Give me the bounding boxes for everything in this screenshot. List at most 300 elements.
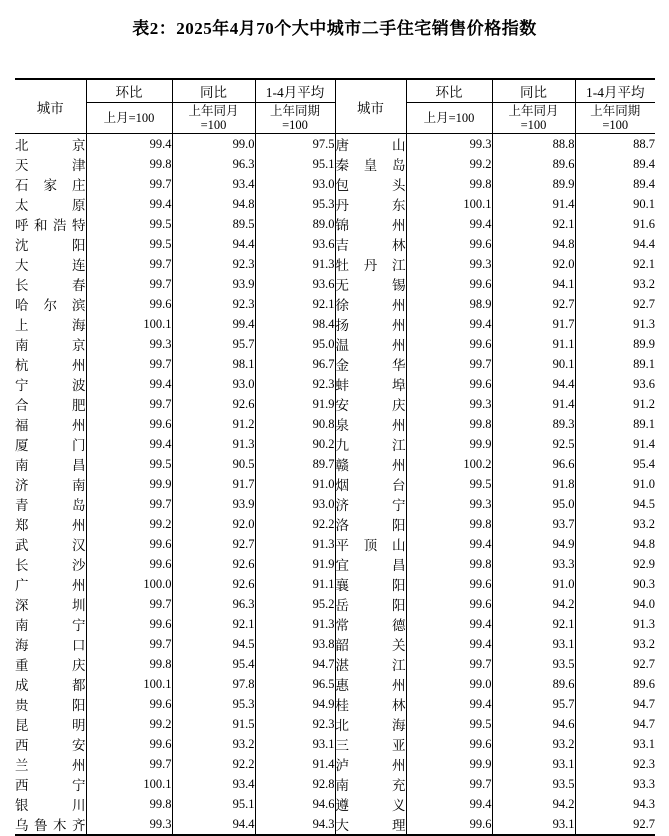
avg-value: 89.1 bbox=[633, 356, 655, 371]
mom-value: 99.3 bbox=[406, 134, 492, 155]
mom-value: 99.8 bbox=[86, 654, 172, 674]
mom-value: 99.8 bbox=[406, 174, 492, 194]
avg-value: 94.9 bbox=[255, 694, 335, 714]
mom-value: 99.7 bbox=[86, 274, 172, 294]
table-row bbox=[15, 634, 655, 654]
avg-value: 92.7 bbox=[633, 816, 655, 831]
header-yoy-right: 同比 bbox=[492, 79, 575, 103]
mom-value: 99.6 bbox=[86, 614, 172, 634]
city-cell: 厦门 bbox=[15, 434, 86, 454]
avg-value: 94.6 bbox=[255, 794, 335, 814]
yoy-value: 97.8 bbox=[172, 674, 255, 694]
mom-value: 99.6 bbox=[406, 734, 492, 754]
city-cell: 蚌埠 bbox=[335, 374, 406, 394]
avg-value: 91.1 bbox=[255, 574, 335, 594]
avg-value: 93.2 bbox=[633, 636, 655, 651]
header-mom-base-right: 上月=100 bbox=[406, 103, 492, 134]
yoy-value: 93.9 bbox=[172, 274, 255, 294]
table-row bbox=[15, 434, 655, 454]
table-row bbox=[15, 254, 655, 274]
yoy-value: 99.0 bbox=[172, 134, 255, 155]
city-cell: 三亚 bbox=[335, 734, 406, 754]
mom-value: 99.7 bbox=[406, 654, 492, 674]
yoy-value: 92.1 bbox=[492, 614, 575, 634]
table-row bbox=[15, 694, 655, 714]
avg-value: 95.1 bbox=[255, 154, 335, 174]
city-cell: 武汉 bbox=[15, 534, 86, 554]
city-cell: 牡丹江 bbox=[335, 254, 406, 274]
header-avg-base-line1: 上年同期 bbox=[269, 104, 320, 118]
city-cell: 合肥 bbox=[15, 394, 86, 414]
mom-value: 99.7 bbox=[406, 774, 492, 794]
mom-value: 99.6 bbox=[86, 294, 172, 314]
table-row bbox=[15, 314, 655, 334]
mom-value: 99.0 bbox=[406, 674, 492, 694]
avg-value: 89.6 bbox=[633, 676, 655, 691]
table-row bbox=[15, 814, 655, 835]
yoy-value: 95.7 bbox=[172, 334, 255, 354]
yoy-value: 92.5 bbox=[492, 434, 575, 454]
city-cell: 西宁 bbox=[15, 774, 86, 794]
mom-value: 100.1 bbox=[86, 774, 172, 794]
mom-value: 99.4 bbox=[86, 134, 172, 155]
mom-value: 99.8 bbox=[86, 794, 172, 814]
city-cell: 南宁 bbox=[15, 614, 86, 634]
table-row bbox=[15, 614, 655, 634]
mom-value: 99.2 bbox=[406, 154, 492, 174]
yoy-value: 91.8 bbox=[492, 474, 575, 494]
yoy-value: 91.4 bbox=[492, 394, 575, 414]
header-yoy-base-line1: 上年同月 bbox=[508, 104, 559, 118]
city-cell: 长沙 bbox=[15, 554, 86, 574]
avg-value: 91.0 bbox=[633, 476, 655, 491]
city-cell: 泉州 bbox=[335, 414, 406, 434]
city-cell: 石家庄 bbox=[15, 174, 86, 194]
header-avg-right: 1-4月平均 bbox=[575, 79, 655, 103]
avg-value: 92.9 bbox=[633, 556, 655, 571]
city-cell: 温州 bbox=[335, 334, 406, 354]
avg-value: 91.3 bbox=[633, 316, 655, 331]
header-row-1 bbox=[15, 79, 655, 103]
avg-value: 93.6 bbox=[255, 274, 335, 294]
table-row bbox=[15, 674, 655, 694]
city-cell: 南充 bbox=[335, 774, 406, 794]
city-cell: 乌鲁木齐 bbox=[15, 814, 86, 835]
header-yoy-base-line2: =100 bbox=[520, 118, 547, 132]
header-avg-base-line1: 上年同期 bbox=[590, 104, 641, 118]
header-yoy-base-right bbox=[492, 103, 575, 134]
yoy-value: 92.3 bbox=[172, 254, 255, 274]
yoy-value: 91.0 bbox=[492, 574, 575, 594]
table-row bbox=[15, 174, 655, 194]
mom-value: 99.2 bbox=[86, 514, 172, 534]
yoy-value: 92.0 bbox=[172, 514, 255, 534]
mom-value: 99.3 bbox=[86, 334, 172, 354]
city-cell: 广州 bbox=[15, 574, 86, 594]
yoy-value: 91.7 bbox=[172, 474, 255, 494]
mom-value: 99.5 bbox=[86, 214, 172, 234]
mom-value: 99.4 bbox=[86, 434, 172, 454]
mom-value: 99.7 bbox=[86, 634, 172, 654]
yoy-value: 92.7 bbox=[172, 534, 255, 554]
city-cell: 金华 bbox=[335, 354, 406, 374]
city-cell: 兰州 bbox=[15, 754, 86, 774]
table-row bbox=[15, 654, 655, 674]
header-mom-base-left: 上月=100 bbox=[86, 103, 172, 134]
yoy-value: 90.1 bbox=[492, 354, 575, 374]
avg-value: 94.7 bbox=[633, 696, 655, 711]
mom-value: 99.6 bbox=[406, 814, 492, 835]
city-cell: 南昌 bbox=[15, 454, 86, 474]
header-mom-right: 环比 bbox=[406, 79, 492, 103]
city-cell: 无锡 bbox=[335, 274, 406, 294]
header-yoy-base-left bbox=[172, 103, 255, 134]
avg-value: 96.7 bbox=[255, 354, 335, 374]
header-avg-base-line2: =100 bbox=[602, 118, 629, 132]
avg-value: 91.3 bbox=[255, 534, 335, 554]
yoy-value: 94.9 bbox=[492, 534, 575, 554]
avg-value: 94.7 bbox=[633, 716, 655, 731]
yoy-value: 96.6 bbox=[492, 454, 575, 474]
mom-value: 99.6 bbox=[406, 594, 492, 614]
city-cell: 银川 bbox=[15, 794, 86, 814]
header-yoy-base-line1: 上年同月 bbox=[188, 104, 239, 118]
table-body bbox=[15, 134, 655, 836]
yoy-value: 95.1 bbox=[172, 794, 255, 814]
avg-value: 97.5 bbox=[255, 134, 335, 155]
yoy-value: 94.8 bbox=[172, 194, 255, 214]
mom-value: 100.2 bbox=[406, 454, 492, 474]
city-cell: 扬州 bbox=[335, 314, 406, 334]
mom-value: 99.7 bbox=[86, 254, 172, 274]
mom-value: 99.5 bbox=[86, 234, 172, 254]
table-row bbox=[15, 214, 655, 234]
avg-value: 91.9 bbox=[255, 554, 335, 574]
mom-value: 99.7 bbox=[86, 394, 172, 414]
avg-value: 91.4 bbox=[255, 754, 335, 774]
yoy-value: 95.4 bbox=[172, 654, 255, 674]
avg-value: 91.9 bbox=[255, 394, 335, 414]
avg-value: 93.2 bbox=[633, 276, 655, 291]
avg-value: 89.0 bbox=[255, 214, 335, 234]
yoy-value: 92.2 bbox=[172, 754, 255, 774]
yoy-value: 92.3 bbox=[172, 294, 255, 314]
table-row bbox=[15, 414, 655, 434]
table-row bbox=[15, 234, 655, 254]
yoy-value: 89.6 bbox=[492, 674, 575, 694]
header-city-right: 城市 bbox=[335, 79, 406, 134]
avg-value: 91.3 bbox=[633, 616, 655, 631]
mom-value: 99.8 bbox=[86, 154, 172, 174]
avg-value: 93.0 bbox=[255, 174, 335, 194]
table-row bbox=[15, 574, 655, 594]
city-cell: 沈阳 bbox=[15, 234, 86, 254]
table-row bbox=[15, 454, 655, 474]
yoy-value: 91.3 bbox=[172, 434, 255, 454]
avg-value: 92.1 bbox=[255, 294, 335, 314]
avg-value: 91.4 bbox=[633, 436, 655, 451]
city-cell: 深圳 bbox=[15, 594, 86, 614]
city-cell: 包头 bbox=[335, 174, 406, 194]
avg-value: 93.6 bbox=[255, 234, 335, 254]
avg-value: 92.1 bbox=[633, 256, 655, 271]
city-cell: 洛阳 bbox=[335, 514, 406, 534]
mom-value: 99.6 bbox=[406, 334, 492, 354]
yoy-value: 94.2 bbox=[492, 594, 575, 614]
yoy-value: 91.7 bbox=[492, 314, 575, 334]
city-cell: 遵义 bbox=[335, 794, 406, 814]
avg-value: 91.0 bbox=[255, 474, 335, 494]
city-cell: 西安 bbox=[15, 734, 86, 754]
yoy-value: 94.8 bbox=[492, 234, 575, 254]
yoy-value: 92.1 bbox=[492, 214, 575, 234]
table-row bbox=[15, 374, 655, 394]
avg-value: 94.3 bbox=[255, 814, 335, 835]
mom-value: 99.3 bbox=[406, 254, 492, 274]
mom-value: 99.4 bbox=[406, 314, 492, 334]
yoy-value: 92.7 bbox=[492, 294, 575, 314]
city-cell: 北京 bbox=[15, 134, 86, 155]
mom-value: 99.5 bbox=[86, 454, 172, 474]
header-city-left: 城市 bbox=[15, 79, 86, 134]
avg-value: 90.3 bbox=[633, 576, 655, 591]
city-cell: 济宁 bbox=[335, 494, 406, 514]
city-cell: 赣州 bbox=[335, 454, 406, 474]
city-cell: 大连 bbox=[15, 254, 86, 274]
mom-value: 99.3 bbox=[86, 814, 172, 835]
city-cell: 济南 bbox=[15, 474, 86, 494]
table-row bbox=[15, 154, 655, 174]
table-row bbox=[15, 294, 655, 314]
avg-value: 95.2 bbox=[255, 594, 335, 614]
yoy-value: 93.1 bbox=[492, 634, 575, 654]
mom-value: 99.6 bbox=[86, 734, 172, 754]
yoy-value: 91.2 bbox=[172, 414, 255, 434]
mom-value: 99.2 bbox=[86, 714, 172, 734]
yoy-value: 93.3 bbox=[492, 554, 575, 574]
yoy-value: 98.1 bbox=[172, 354, 255, 374]
mom-value: 99.9 bbox=[406, 754, 492, 774]
yoy-value: 91.1 bbox=[492, 334, 575, 354]
mom-value: 99.5 bbox=[406, 474, 492, 494]
avg-value: 92.8 bbox=[255, 774, 335, 794]
avg-value: 93.1 bbox=[633, 736, 655, 751]
yoy-value: 96.3 bbox=[172, 594, 255, 614]
table-row bbox=[15, 754, 655, 774]
yoy-value: 92.6 bbox=[172, 554, 255, 574]
yoy-value: 99.4 bbox=[172, 314, 255, 334]
header-avg-base-left bbox=[255, 103, 335, 134]
avg-value: 91.2 bbox=[633, 396, 655, 411]
city-cell: 襄阳 bbox=[335, 574, 406, 594]
city-cell: 呼和浩特 bbox=[15, 214, 86, 234]
city-cell: 杭州 bbox=[15, 354, 86, 374]
city-cell: 平顶山 bbox=[335, 534, 406, 554]
city-cell: 福州 bbox=[15, 414, 86, 434]
yoy-value: 88.8 bbox=[492, 134, 575, 155]
city-cell: 成都 bbox=[15, 674, 86, 694]
mom-value: 99.4 bbox=[406, 694, 492, 714]
mom-value: 99.6 bbox=[406, 374, 492, 394]
yoy-value: 89.5 bbox=[172, 214, 255, 234]
yoy-value: 90.5 bbox=[172, 454, 255, 474]
city-cell: 宜昌 bbox=[335, 554, 406, 574]
avg-value: 93.8 bbox=[255, 634, 335, 654]
mom-value: 99.7 bbox=[86, 594, 172, 614]
city-cell: 唐山 bbox=[335, 134, 406, 155]
mom-value: 99.4 bbox=[406, 214, 492, 234]
mom-value: 99.7 bbox=[86, 494, 172, 514]
mom-value: 99.6 bbox=[406, 234, 492, 254]
mom-value: 99.4 bbox=[86, 374, 172, 394]
yoy-value: 95.3 bbox=[172, 694, 255, 714]
city-cell: 丹东 bbox=[335, 194, 406, 214]
yoy-value: 91.5 bbox=[172, 714, 255, 734]
avg-value: 94.8 bbox=[633, 536, 655, 551]
avg-value: 94.5 bbox=[633, 496, 655, 511]
table-row bbox=[15, 274, 655, 294]
table-row bbox=[15, 394, 655, 414]
yoy-value: 94.4 bbox=[172, 234, 255, 254]
avg-value: 96.5 bbox=[255, 674, 335, 694]
mom-value: 99.6 bbox=[86, 554, 172, 574]
city-cell: 长春 bbox=[15, 274, 86, 294]
yoy-value: 92.6 bbox=[172, 394, 255, 414]
table-row bbox=[15, 714, 655, 734]
avg-value: 90.2 bbox=[255, 434, 335, 454]
avg-value: 94.4 bbox=[633, 236, 655, 251]
city-cell: 郑州 bbox=[15, 514, 86, 534]
avg-value: 90.8 bbox=[255, 414, 335, 434]
yoy-value: 94.5 bbox=[172, 634, 255, 654]
mom-value: 99.8 bbox=[406, 554, 492, 574]
table-row bbox=[15, 774, 655, 794]
mom-value: 99.7 bbox=[86, 174, 172, 194]
avg-value: 91.6 bbox=[633, 216, 655, 231]
mom-value: 99.4 bbox=[406, 614, 492, 634]
mom-value: 100.0 bbox=[86, 574, 172, 594]
city-cell: 青岛 bbox=[15, 494, 86, 514]
avg-value: 89.1 bbox=[633, 416, 655, 431]
avg-value: 89.9 bbox=[633, 336, 655, 351]
table-row bbox=[15, 494, 655, 514]
yoy-value: 93.1 bbox=[492, 814, 575, 835]
avg-value: 92.3 bbox=[255, 374, 335, 394]
avg-value: 95.0 bbox=[255, 334, 335, 354]
mom-value: 99.4 bbox=[406, 794, 492, 814]
mom-value: 99.3 bbox=[406, 394, 492, 414]
avg-value: 93.6 bbox=[633, 376, 655, 391]
mom-value: 98.9 bbox=[406, 294, 492, 314]
mom-value: 99.4 bbox=[406, 534, 492, 554]
table-row bbox=[15, 794, 655, 814]
city-cell: 海口 bbox=[15, 634, 86, 654]
mom-value: 99.6 bbox=[86, 694, 172, 714]
mom-value: 100.1 bbox=[86, 674, 172, 694]
city-cell: 岳阳 bbox=[335, 594, 406, 614]
mom-value: 99.7 bbox=[406, 354, 492, 374]
yoy-value: 93.0 bbox=[172, 374, 255, 394]
table-row bbox=[15, 474, 655, 494]
yoy-value: 92.6 bbox=[172, 574, 255, 594]
mom-value: 99.9 bbox=[86, 474, 172, 494]
avg-value: 92.3 bbox=[255, 714, 335, 734]
yoy-value: 93.1 bbox=[492, 754, 575, 774]
avg-value: 92.7 bbox=[633, 296, 655, 311]
table-row bbox=[15, 334, 655, 354]
header-avg-left: 1-4月平均 bbox=[255, 79, 335, 103]
mom-value: 99.4 bbox=[406, 634, 492, 654]
avg-value: 93.0 bbox=[255, 494, 335, 514]
avg-value: 94.3 bbox=[633, 796, 655, 811]
header-avg-base-right bbox=[575, 103, 655, 134]
mom-value: 99.7 bbox=[86, 754, 172, 774]
avg-value: 92.3 bbox=[633, 756, 655, 771]
mom-value: 99.7 bbox=[86, 354, 172, 374]
table-row bbox=[15, 354, 655, 374]
city-cell: 天津 bbox=[15, 154, 86, 174]
table-row bbox=[15, 134, 655, 155]
mom-value: 99.4 bbox=[86, 194, 172, 214]
table-row bbox=[15, 734, 655, 754]
avg-value: 98.4 bbox=[255, 314, 335, 334]
yoy-value: 89.6 bbox=[492, 154, 575, 174]
avg-value: 88.7 bbox=[633, 136, 655, 151]
table-row bbox=[15, 534, 655, 554]
city-cell: 南京 bbox=[15, 334, 86, 354]
city-cell: 桂林 bbox=[335, 694, 406, 714]
city-cell: 九江 bbox=[335, 434, 406, 454]
city-cell: 常德 bbox=[335, 614, 406, 634]
city-cell: 湛江 bbox=[335, 654, 406, 674]
city-cell: 贵阳 bbox=[15, 694, 86, 714]
mom-value: 99.5 bbox=[406, 714, 492, 734]
yoy-value: 94.4 bbox=[492, 374, 575, 394]
yoy-value: 94.2 bbox=[492, 794, 575, 814]
city-cell: 秦皇岛 bbox=[335, 154, 406, 174]
table-title: 表2：2025年4月70个大中城市二手住宅销售价格指数 bbox=[132, 19, 537, 38]
mom-value: 99.6 bbox=[406, 574, 492, 594]
city-cell: 安庆 bbox=[335, 394, 406, 414]
avg-value: 90.1 bbox=[633, 196, 655, 211]
table-row bbox=[15, 554, 655, 574]
mom-value: 99.8 bbox=[406, 514, 492, 534]
yoy-value: 94.1 bbox=[492, 274, 575, 294]
mom-value: 99.6 bbox=[406, 274, 492, 294]
avg-value: 89.7 bbox=[255, 454, 335, 474]
yoy-value: 95.7 bbox=[492, 694, 575, 714]
city-cell: 昆明 bbox=[15, 714, 86, 734]
city-cell: 北海 bbox=[335, 714, 406, 734]
city-cell: 锦州 bbox=[335, 214, 406, 234]
city-cell: 重庆 bbox=[15, 654, 86, 674]
yoy-value: 95.0 bbox=[492, 494, 575, 514]
avg-value: 92.7 bbox=[633, 656, 655, 671]
yoy-value: 92.0 bbox=[492, 254, 575, 274]
mom-value: 99.6 bbox=[86, 534, 172, 554]
yoy-value: 93.4 bbox=[172, 774, 255, 794]
table-header bbox=[15, 79, 655, 134]
yoy-value: 93.5 bbox=[492, 654, 575, 674]
avg-value: 93.2 bbox=[633, 516, 655, 531]
yoy-value: 92.1 bbox=[172, 614, 255, 634]
avg-value: 94.7 bbox=[255, 654, 335, 674]
city-cell: 宁波 bbox=[15, 374, 86, 394]
avg-value: 89.4 bbox=[633, 156, 655, 171]
city-cell: 泸州 bbox=[335, 754, 406, 774]
header-mom-left: 环比 bbox=[86, 79, 172, 103]
avg-value: 92.2 bbox=[255, 514, 335, 534]
